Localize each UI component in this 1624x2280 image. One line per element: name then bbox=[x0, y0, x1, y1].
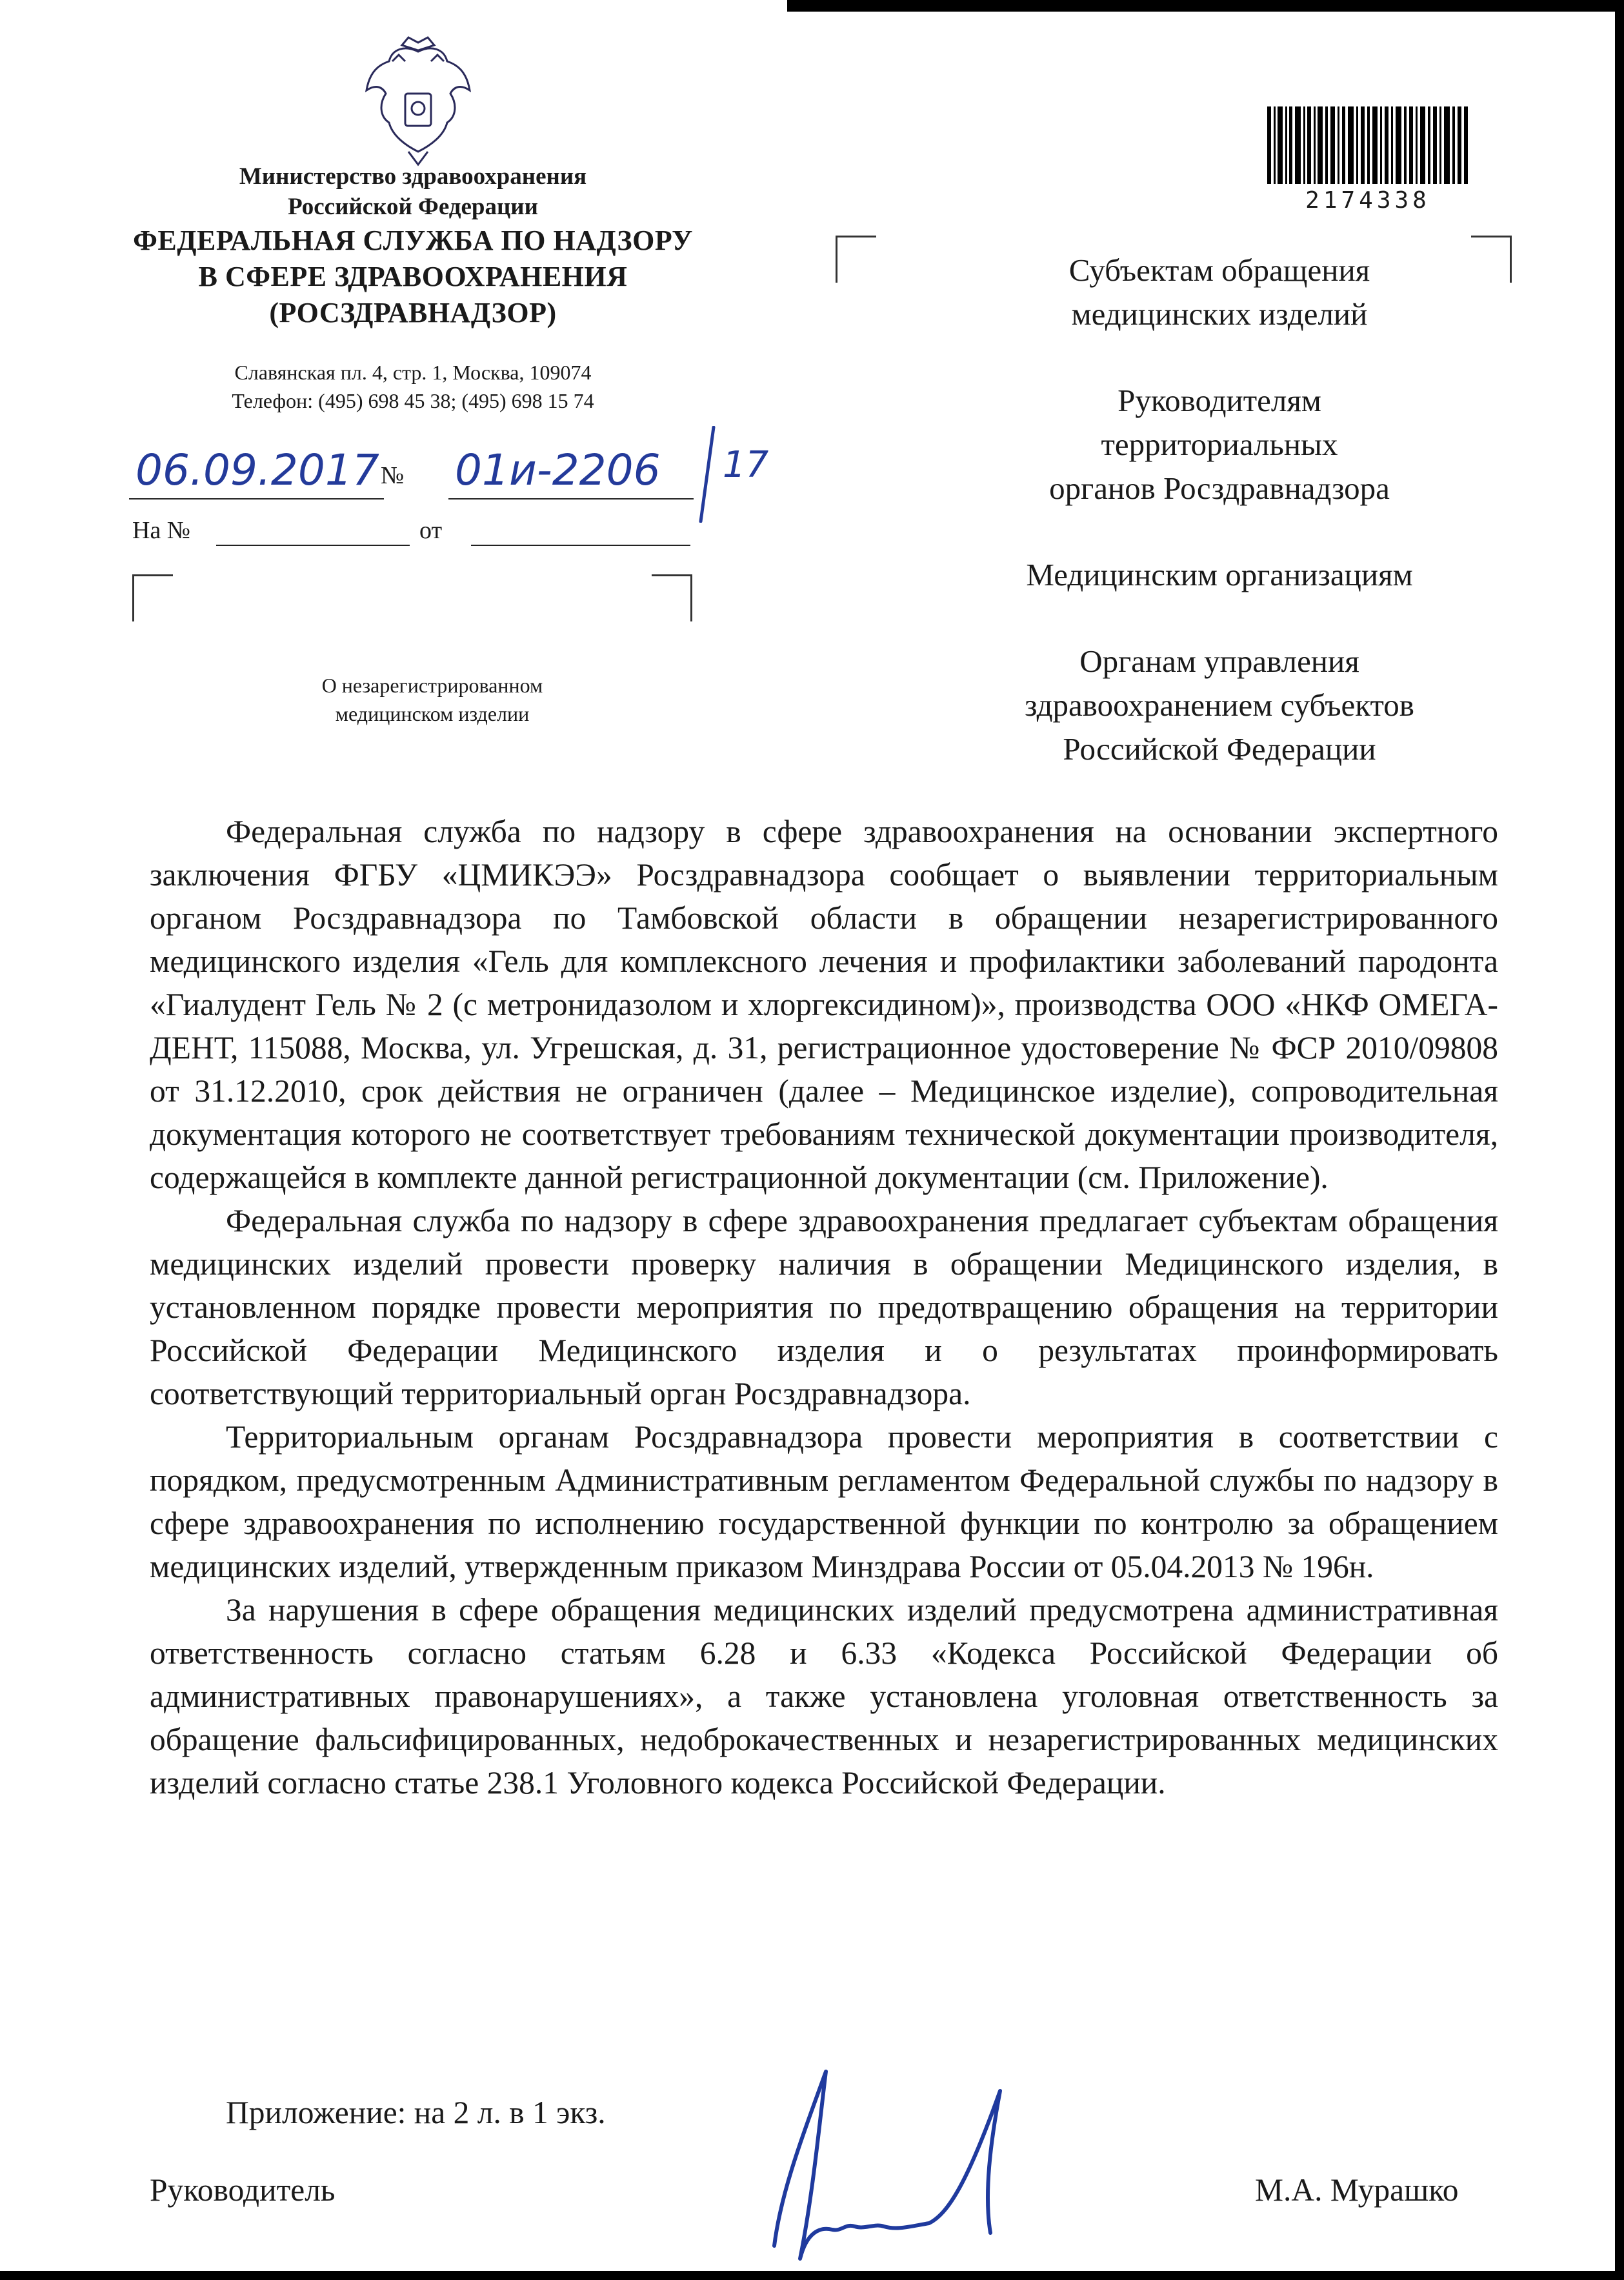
addressee-line: Органам управления bbox=[1079, 643, 1359, 679]
addressee-line: Субъектам обращения bbox=[1068, 252, 1370, 288]
ministry-name bbox=[123, 161, 703, 222]
scan-border-gap bbox=[0, 0, 787, 12]
reply-to-number-blank bbox=[216, 545, 410, 546]
registration-number: 01и-2206 bbox=[455, 445, 661, 495]
attachment-note: Приложение: на 2 л. в 1 экз. bbox=[226, 2095, 606, 2130]
addressee-group bbox=[897, 640, 1542, 771]
phone-line: Телефон: (495) 698 45 38; (495) 698 15 74 bbox=[232, 389, 594, 412]
letter-subject bbox=[194, 671, 671, 728]
ministry-line2: Российской Федерации bbox=[288, 194, 538, 220]
barcode-number: 2174338 bbox=[1305, 187, 1430, 214]
subject-line1: О незарегистрированном bbox=[321, 674, 543, 697]
sender-address bbox=[123, 358, 703, 415]
address-line: Славянская пл. 4, стр. 1, Москва, 109074 bbox=[234, 361, 592, 384]
handwritten-signature bbox=[736, 2065, 1045, 2272]
signer-name: М.А. Мурашко bbox=[1255, 2172, 1459, 2208]
addressee-line: Российской Федерации bbox=[1063, 731, 1376, 767]
registration-date: 06.09.2017 bbox=[135, 445, 379, 495]
registration-number-suffix: 17 bbox=[723, 444, 769, 486]
letter-body bbox=[150, 810, 1498, 1804]
body-paragraph: Территориальным органам Росздравнадзора провести мероприятия в соответствии с порядком, предусмотренным Административным регламентом Федеральной службы по надзору в сфере здравоохранения по исполнению государственной функции по контролю за обращением медицинских изделий, утвержденным приказом Минздрава России от 05.04.2013 № 196н. bbox=[150, 1419, 1498, 1584]
corner-mark bbox=[836, 236, 876, 283]
addressee-line: территориальных bbox=[1101, 427, 1338, 462]
addressee-line: медицинских изделий bbox=[1071, 296, 1368, 332]
coat-of-arms-icon bbox=[354, 32, 483, 174]
body-paragraph: Федеральная служба по надзору в сфере здравоохранения на основании экспертного заключения ФГБУ «ЦМИКЭЭ» Росздравнадзора сообщает о выявлении территориальным органом Росздравнадзора по Тамбовской области в обращении незарегистрированного медицинского изделия «Гель для комплексного лечения и профилактики заболеваний пародонта «Гиалудент Гель № 2 (с метронидазолом и хлоргексидином)», производства ООО «НКФ ОМЕГА-ДЕНТ, 115088, Москва, ул. Угрешская, д. 31, регистрационное удостоверение № ФСР 2010/09808 от 31.12.2010, срок действия не ограничен (далее – Медицинское изделие), сопроводительная документация которого не соответствует требованиям технической документации производителя, содержащейся в комплекте данной регистрационной документации (см. Приложение). bbox=[150, 814, 1498, 1195]
number-underline bbox=[448, 498, 694, 499]
body-paragraph: Федеральная служба по надзору в сфере здравоохранения предлагает субъектам обращения медицинских изделий провести проверку наличия в обращении Медицинского изделия, в установленном порядке провести мероприятия по предотвращению обращения на территории Российской Федерации Медицинского изделия и о результатах проинформировать соответствующий территориальный орган Росздравнадзора. bbox=[150, 1203, 1498, 1411]
service-line3: (РОСЗДРАВНАДЗОР) bbox=[269, 297, 557, 328]
ministry-line1: Министерство здравоохранения bbox=[239, 163, 587, 190]
addressee-group bbox=[897, 379, 1542, 510]
service-name bbox=[110, 223, 716, 331]
reply-to-label: На № bbox=[132, 517, 191, 544]
scan-border-right bbox=[1615, 0, 1624, 2280]
service-line2: В СФЕРЕ ЗДРАВООХРАНЕНИЯ bbox=[198, 261, 628, 292]
slash-mark bbox=[697, 426, 716, 523]
corner-mark bbox=[132, 574, 173, 621]
addressee-group bbox=[897, 553, 1542, 597]
from-label: от bbox=[419, 517, 443, 544]
registration-row bbox=[129, 445, 774, 503]
signer-position: Руководитель bbox=[150, 2172, 336, 2208]
service-line1: ФЕДЕРАЛЬНАЯ СЛУЖБА ПО НАДЗОРУ bbox=[133, 225, 693, 256]
reply-to-row bbox=[132, 516, 713, 555]
addressee-line: Руководителям bbox=[1118, 383, 1321, 418]
number-sign: № bbox=[381, 462, 405, 489]
addressee-group bbox=[897, 248, 1542, 336]
addressee-line: здравоохранением субъектов bbox=[1025, 687, 1414, 723]
barcode-icon bbox=[1265, 106, 1471, 184]
addressee-block bbox=[897, 248, 1542, 814]
subject-line2: медицинском изделии bbox=[335, 702, 530, 725]
scan-border-bottom bbox=[0, 2271, 1624, 2280]
addressee-line: органов Росздравнадзора bbox=[1049, 470, 1390, 506]
body-paragraph: За нарушения в сфере обращения медицинских изделий предусмотрена административная ответственность согласно статьям 6.28 и 6.33 «Кодекса Российской Федерации об административных правонарушениях», а также установлена уголовная ответственность за обращение фальсифицированных, недоброкачественных и незарегистрированных медицинских изделий согласно статье 238.1 Уголовного кодекса Российской Федерации. bbox=[150, 1592, 1498, 1801]
corner-mark bbox=[652, 574, 692, 621]
date-underline bbox=[129, 498, 384, 499]
from-date-blank bbox=[471, 545, 690, 546]
addressee-line: Медицинским организациям bbox=[1026, 557, 1413, 592]
